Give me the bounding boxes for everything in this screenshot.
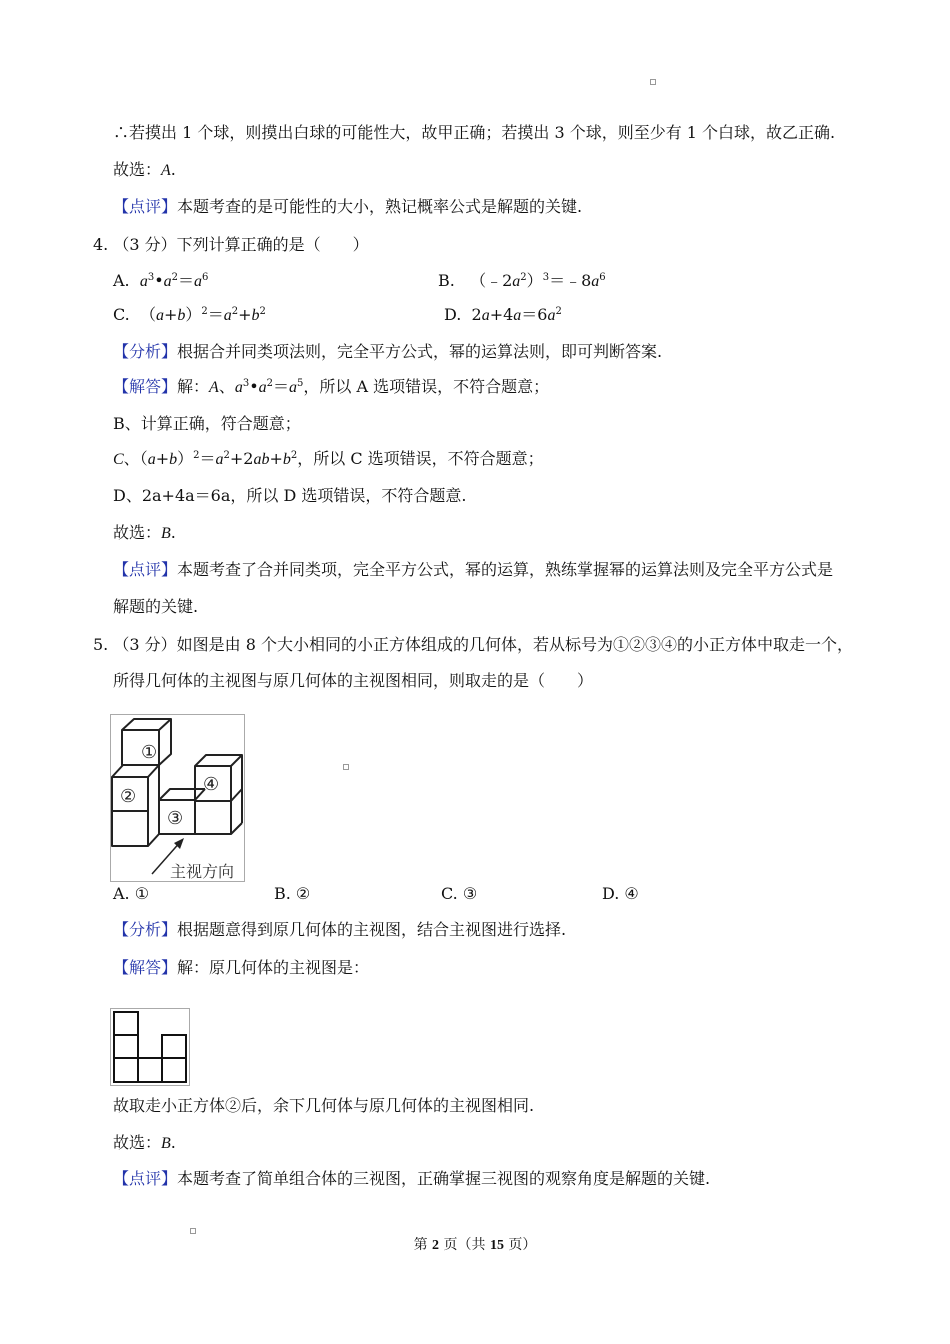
q4-solution-d: D、2a+4a＝6a，所以 D 选项错误，不符合题意.	[113, 486, 467, 505]
q5-result: 故取走小正方体②后，余下几何体与原几何体的主视图相同.	[113, 1096, 535, 1115]
direction-label: 主视方向	[170, 862, 235, 881]
q4-solution-a: 【解答】解：A、$a^3•a^2=a^5$，所以 A 选项错误，不符合题意；	[113, 377, 550, 396]
q4-solution-b: B、计算正确，符合题意；	[113, 414, 301, 433]
q5-analysis: 【分析】根据题意得到原几何体的主视图，结合主视图进行选择.	[113, 920, 567, 939]
front-view-figure	[110, 1008, 190, 1086]
q4-solution-c: C、$(a+b)^2=a^2+2ab+b^2$，所以 C 选项错误，不符合题意；	[113, 449, 544, 468]
q4-option-b: B. $(﹣2a^2)^3=﹣8a^6$	[438, 271, 606, 290]
q5-option-d: D. ④	[602, 884, 639, 903]
page-number: 2	[432, 1238, 440, 1253]
q5-comment: 【点评】本题考查了简单组合体的三视图，正确掌握三视图的观察角度是解题的关键.	[113, 1169, 711, 1188]
q4-option-a: A. $a^3•a^2=a^6$	[113, 271, 209, 290]
page-total: 15	[489, 1238, 504, 1253]
q4-comment-cont: 解题的关键.	[113, 597, 199, 616]
q4-option-c: C. $(a+b)^2=a^2+b^2$	[113, 305, 266, 324]
text-line: ∴若摸出 1 个球，则摸出白球的可能性大，故甲正确；若摸出 3 个球，则至少有 1 个白球，故乙正确.	[113, 123, 836, 142]
marker-square	[343, 764, 349, 770]
q5-stem-1: 5. （3 分）如图是由 8 个大小相同的小正方体组成的几何体，若从标号为①②③④的小正方体中取走一个，	[93, 635, 853, 654]
choose-prefix: 故选：	[113, 160, 162, 179]
answer: A	[161, 162, 171, 179]
q4-comment: 【点评】本题考查了合并同类项，完全平方公式，幂的运算，熟练掌握幂的运算法则及完全平方公式是	[113, 560, 834, 579]
q4-option-d: D. $2a+4a=6a^2$	[444, 305, 562, 324]
cube-label-4: ④	[203, 774, 220, 795]
cube-label-1: ①	[141, 742, 158, 763]
comment-tag: 【点评】	[113, 197, 178, 216]
cube-label-3: ③	[167, 808, 184, 829]
comment-line	[113, 196, 582, 218]
q4-choose: 故选：B.	[113, 523, 176, 542]
choose-line: 故选：A.	[113, 160, 176, 179]
q5-choose: 故选：B.	[113, 1133, 176, 1152]
page-footer: 第 2 页（共 15 页）	[413, 1237, 537, 1253]
marker-square	[650, 79, 656, 85]
q5-option-a: A. ①	[113, 884, 150, 903]
q5-stem-2: 所得几何体的主视图与原几何体的主视图相同，则取走的是（ ）	[113, 671, 594, 690]
cube-label-2: ②	[120, 786, 137, 807]
q4-analysis: 【分析】根据合并同类项法则，完全平方公式，幂的运算法则，即可判断答案.	[113, 342, 663, 361]
q5-option-b: B. ②	[274, 884, 311, 903]
q5-solution: 【解答】解：原几何体的主视图是：	[113, 958, 370, 977]
q5-option-c: C. ③	[441, 884, 478, 903]
q4-stem: 4. （3 分）下列计算正确的是（ ）	[93, 235, 369, 254]
comment-text: 本题考查的是可能性的大小，熟记概率公式是解题的关键.	[177, 197, 583, 216]
cube-figure	[110, 714, 245, 882]
